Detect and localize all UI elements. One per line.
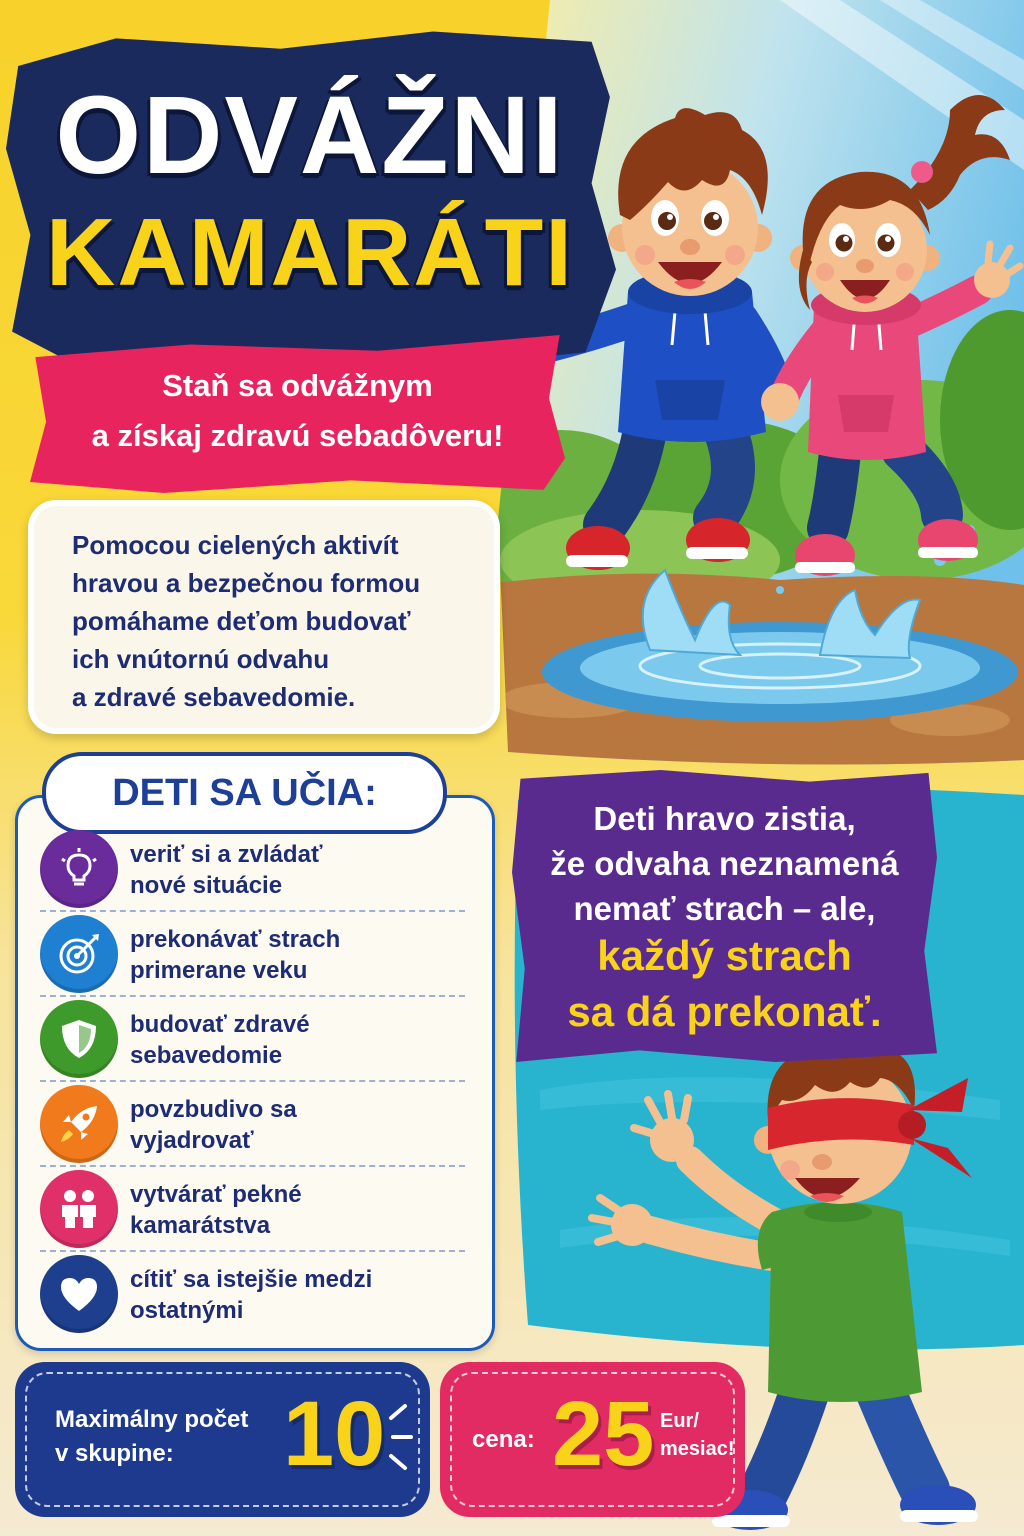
list-item-line: nové situácie — [130, 872, 283, 899]
group-size-value: 10 — [283, 1383, 386, 1485]
lightbulb-icon — [40, 830, 118, 908]
list-item — [40, 1252, 470, 1337]
list-item-text — [130, 1094, 297, 1156]
list-item-text — [130, 839, 322, 901]
quote-highlight: každý strach — [597, 932, 852, 979]
heart-icon — [40, 1255, 118, 1333]
slogan-banner — [30, 335, 565, 493]
quote-line: nemať strach – ale, — [573, 890, 876, 927]
group-size-box — [15, 1362, 430, 1517]
intro-line: ich vnútornú odvahu — [72, 644, 330, 674]
list-item-line: kamarátstva — [130, 1212, 271, 1239]
list-item-text — [130, 1009, 310, 1071]
quote-line: Deti hravo zistia, — [593, 800, 856, 837]
price-label: cena: — [472, 1426, 535, 1453]
group-label-line-1: Maximálny počet — [55, 1406, 249, 1433]
price-box — [440, 1362, 745, 1517]
slogan-line-1: Staň sa odvážnym — [162, 368, 433, 403]
price-unit-line-1: Eur/ — [660, 1410, 699, 1432]
list-item — [40, 912, 470, 997]
price-unit-line-2: mesiac! — [660, 1438, 735, 1460]
target-icon — [40, 915, 118, 993]
burst-lines-icon — [385, 1402, 415, 1472]
title-line-2: KAMARÁTI — [46, 199, 574, 306]
list-item-line: ostatnými — [130, 1297, 244, 1324]
list-item-line: sebavedomie — [130, 1042, 283, 1069]
people-icon — [40, 1170, 118, 1248]
intro-line: hravou a bezpečnou formou — [72, 568, 421, 598]
list-item — [40, 827, 470, 912]
list-item — [40, 1167, 470, 1252]
list-item-line: vyjadrovať — [130, 1127, 254, 1154]
intro-line: pomáhame deťom budovať — [72, 606, 411, 636]
list-item — [40, 997, 470, 1082]
quote-line: že odvaha neznamená — [550, 845, 899, 882]
list-item-text — [130, 1264, 372, 1326]
quote-highlight: sa dá prekonať. — [567, 988, 882, 1035]
intro-line: a zdravé sebavedomie. — [72, 682, 356, 712]
rocket-icon — [40, 1085, 118, 1163]
group-label-line-2: v skupine: — [55, 1440, 174, 1467]
price-value: 25 — [552, 1383, 655, 1485]
title-line-1: ODVÁŽNI — [55, 74, 565, 197]
list-item-line: vytvárať pekné — [130, 1181, 302, 1208]
intro-line: Pomocou cielených aktivít — [72, 530, 399, 560]
shield-icon — [40, 1000, 118, 1078]
list-item-line: povzbudivo sa — [130, 1096, 297, 1123]
list-item-line: prekonávať strach — [130, 926, 341, 953]
list-item-text — [130, 924, 340, 986]
list-item-line: primerane veku — [130, 957, 308, 984]
list-item-text — [130, 1179, 302, 1241]
skills-heading: DETI SA UČIA: — [42, 752, 447, 834]
slogan-line-2: a získaj zdravú sebadôveru! — [91, 418, 504, 453]
list-item — [40, 1082, 470, 1167]
list-item-line: cítiť sa istejšie medzi — [130, 1266, 373, 1293]
list-item-line: veriť si a zvládať — [130, 841, 323, 868]
list-item-line: budovať zdravé — [130, 1011, 310, 1038]
